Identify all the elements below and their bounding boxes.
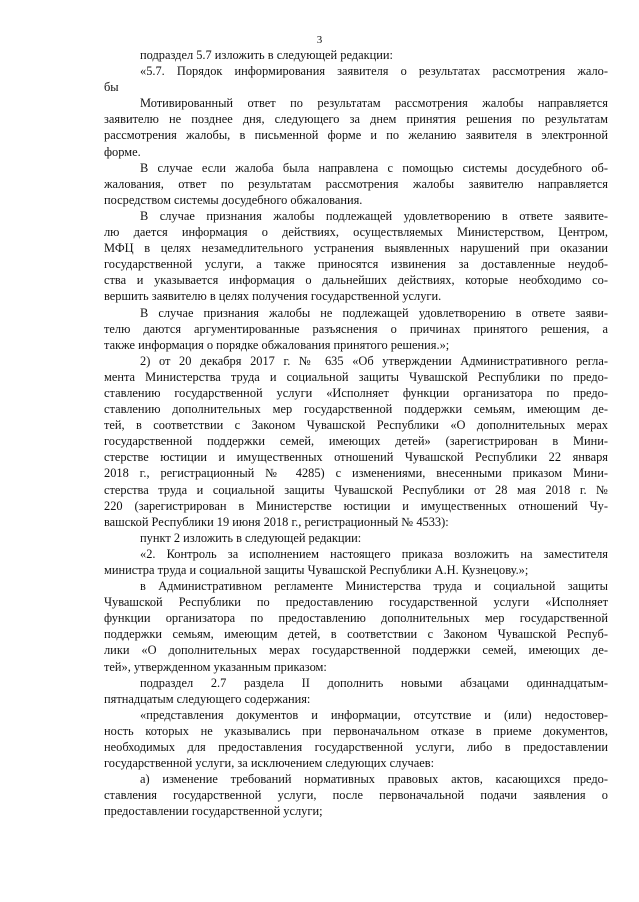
text-line: в Административном регламенте Министерства труда и социальной защиты [140, 579, 608, 594]
text-line: стерства труда и социальной защиты Чувашской Республики от 28 мая 2018 г. № [104, 482, 608, 497]
text-line: форме. [104, 144, 141, 159]
text-line: подраздел 5.7 изложить в следующей редакции: [140, 48, 393, 62]
text-line: Чувашской Республики по предоставлению государственной услуги «Исполняет [104, 595, 608, 610]
text-line: государственной услуги, за исключением следующих случаев: [104, 756, 435, 771]
text-line: В случае признания жалобы не подлежащей удовлетворению в ответе заяви- [140, 305, 608, 320]
text-line: бы [104, 80, 119, 95]
text-line: государственной поддержки семей, имеющих детей» (зарегистрирован в Мини- [104, 434, 608, 449]
text-line: государственной услуги, а также приносятся извинения за доставленные неудоб- [104, 257, 608, 272]
text-line: 2018 г., регистрационный № 4285) с изменениями, внесенными приказом Мини- [104, 466, 608, 481]
text-line: ставлению государственной услуги «Исполняет функции организатора по предо- [104, 385, 608, 400]
text-line: поддержки семьям, имеющим детей, в соответствии с Законом Чувашской Респуб- [104, 627, 608, 642]
page-number: 3 [316, 34, 323, 46]
text-line: ства и указывается информация о дальнейших действиях, которые необходимо со- [104, 273, 608, 288]
text-line: жалования, ответ по результатам рассмотрения жалобы заявителю направляется [104, 176, 608, 191]
text-line: заявителю не позднее дня, следующего за днем принятия решения по результатам [104, 112, 608, 127]
text-line: подраздел 2.7 раздела II дополнить новыми абзацами одиннадцатым- [140, 675, 608, 690]
text-line: ставлению дополнительных мер государственной поддержки семьям, имеющим де- [104, 402, 608, 417]
text-line: «представления документов и информации, отсутствие и (или) недостовер- [140, 707, 608, 722]
text-line: 2) от 20 декабря 2017 г. № 635 «Об утверждении Административного регла- [140, 353, 608, 368]
text-line: а) изменение требований нормативных правовых актов, касающихся предо- [140, 772, 608, 787]
text-line: В случае если жалоба была направлена с помощью системы досудебного об- [140, 160, 608, 175]
text-line: вашской Республики 19 июня 2018 г., регистрационный № 4533): [104, 514, 449, 529]
text-line: посредством системы досудебного обжалования. [104, 192, 363, 207]
text-line: тей, в соответствии с Законом Чувашской Республики «О дополнительных мерах [104, 418, 608, 433]
text-line: вершить заявителю в целях получения государственной услуги. [104, 289, 442, 304]
text-line: телю даются аргументированные разъяснения о причинах принятого решения, а [104, 321, 608, 336]
text-line: В случае признания жалобы подлежащей удовлетворению в ответе заявите- [140, 208, 608, 223]
text-line: пятнадцатым следующего содержания: [104, 691, 311, 706]
text-line: также информация о порядке обжалования принятого решения.»; [104, 337, 450, 352]
text-line: «5.7. Порядок информирования заявителя о результатах рассмотрения жало- [140, 64, 608, 79]
text-line: пункт 2 изложить в следующей редакции: [140, 530, 362, 545]
document-body [104, 47, 608, 820]
text-line: 220 (зарегистрирован в Министерстве юстиции и имущественных отношений Чу- [104, 498, 608, 513]
text-line: тей», утвержденном указанным приказом: [104, 659, 327, 674]
text-line: стерстве юстиции и имущественных отношений Чувашской Республики 22 января [104, 450, 608, 465]
text-line: ность которых не указывались при первоначальном отказе в приеме документов, [104, 723, 608, 738]
text-line: предоставлении государственной услуги; [104, 804, 323, 819]
text-line: рассмотрения жалобы, в письменной форме и по желанию заявителя в электронной [104, 128, 608, 143]
text-line: ставления государственной услуги, после первоначальной подачи заявления о [104, 788, 608, 803]
text-line: функции организатора по предоставлению дополнительных мер государственной [104, 611, 608, 626]
text-line: МФЦ в целях незамедлительного устранения выявленных нарушений при оказании [104, 241, 608, 256]
text-line: необходимых для предоставления государственной услуги, либо в предоставлении [104, 740, 608, 755]
text-line: лики «О дополнительных мерах государственной поддержки семей, имеющих де- [104, 643, 608, 658]
text-line: лю дается информация о действиях, осуществляемых Министерством, Центром, [104, 225, 608, 240]
text-line: мента Министерства труда и социальной защиты Чувашской Республики по предо- [104, 369, 608, 384]
text-line: министра труда и социальной защиты Чувашской Республики А.Н. Кузнецову.»; [104, 563, 529, 577]
text-line: Мотивированный ответ по результатам рассмотрения жалобы направляется [140, 96, 608, 111]
text-line: «2. Контроль за исполнением настоящего приказа возложить на заместителя [140, 546, 608, 561]
